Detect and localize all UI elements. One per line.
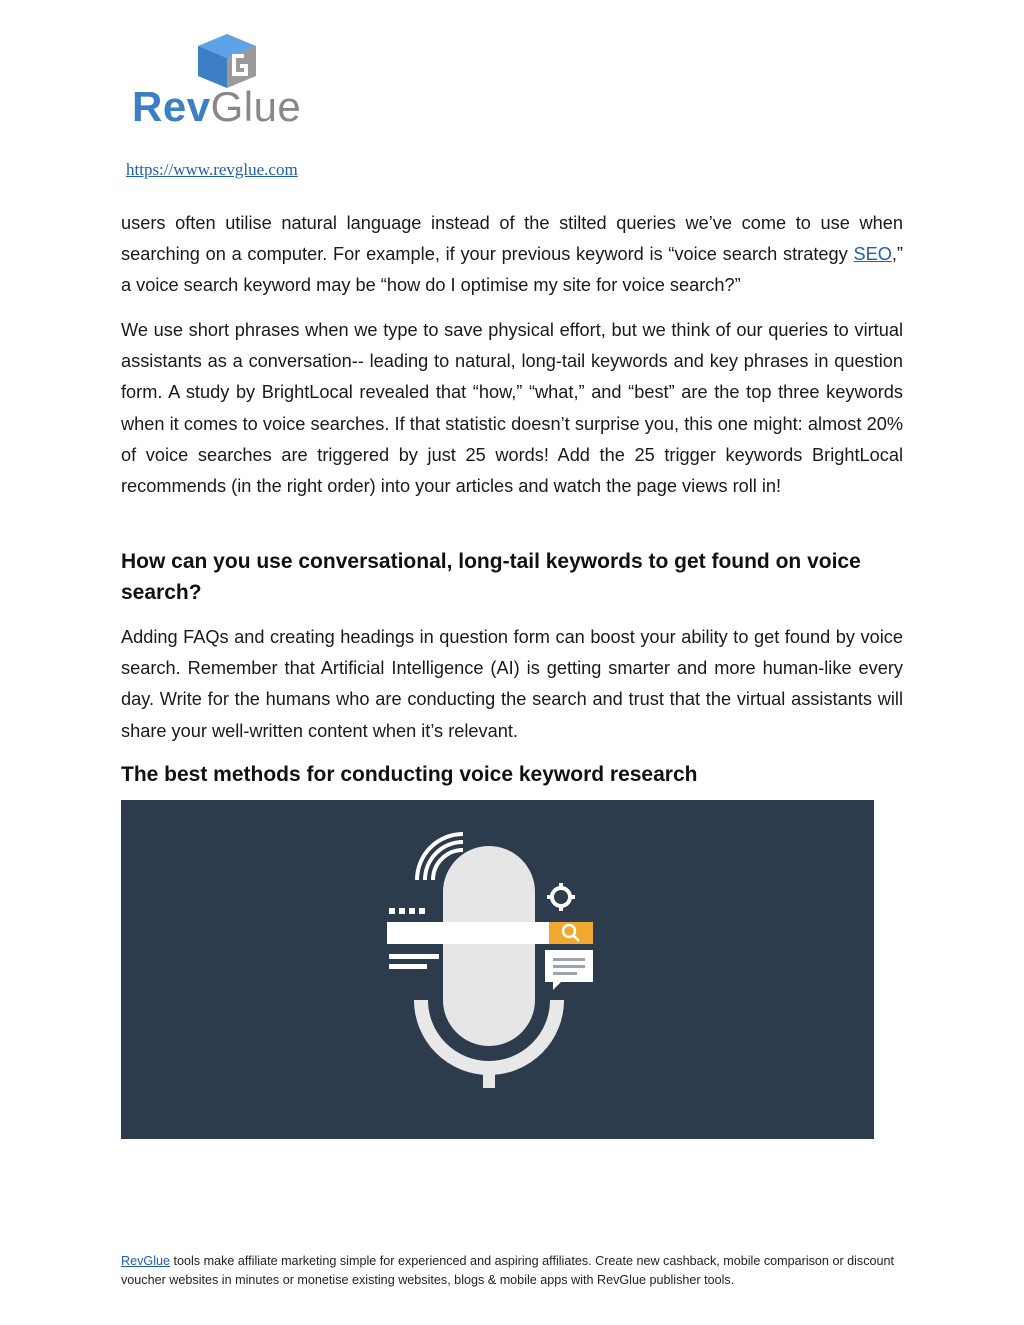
revglue-logo[interactable] xyxy=(132,28,322,128)
paragraph-1-text-b: ,” a voice search keyword may be “how do I optimise my site for voice search?” xyxy=(121,244,903,296)
microphone-search-icon xyxy=(121,800,874,1139)
brand-glue: Glue xyxy=(210,83,302,130)
paragraph-1-text-a: users often utilise natural language instead of the stilted queries we’ve come to use when searching on a computer. For example, if your previous keyword is “voice search strategy xyxy=(121,213,903,265)
heading-voice-search: How can you use conversational, long-tail keywords to get found on voice search? xyxy=(121,550,861,604)
heading-research-methods: The best methods for conducting voice keyword research xyxy=(121,763,698,786)
voice-search-illustration xyxy=(121,800,874,1139)
brand-wordmark xyxy=(132,83,302,130)
footer-revglue-link[interactable]: RevGlue xyxy=(121,1254,170,1268)
paragraph-2: We use short phrases when we type to save physical effort, but we think of our queries to virtual assistants as a conversation-- leading to natural, long-tail keywords and key phrases in question form. A study by BrightLocal revealed that “how,” “what,” and “best” are the top three keywords when it comes to voice searches. If that statistic doesn’t surprise you, this one might: almost 20% of voice searches are triggered by just 25 words! Add the 25 trigger keywords BrightLocal recommends (in the right order) into your articles and watch the page views roll in! xyxy=(121,320,903,497)
footer-text xyxy=(121,1252,903,1290)
footer-description: tools make affiliate marketing simple for experienced and aspiring affiliates. Create new cashback, mobile comparison or discount voucher websites in minutes or monetise existing websites, blogs & mobile apps with RevGlue publisher tools. xyxy=(121,1254,895,1287)
paragraph-1 xyxy=(121,208,903,302)
seo-link[interactable]: SEO xyxy=(853,244,892,265)
brand-rev: Rev xyxy=(132,83,211,130)
paragraph-3: Adding FAQs and creating headings in question form can boost your ability to get found by voice search. Remember that Artificial Intelligence (AI) is getting smarter and more human-like every day. Write for the humans who are conducting the search and trust that the virtual assistants will share your well-written content when it’s relevant. xyxy=(121,627,903,741)
cube-logo-icon xyxy=(194,32,260,88)
site-url-link[interactable]: https://www.revglue.com xyxy=(126,160,298,179)
